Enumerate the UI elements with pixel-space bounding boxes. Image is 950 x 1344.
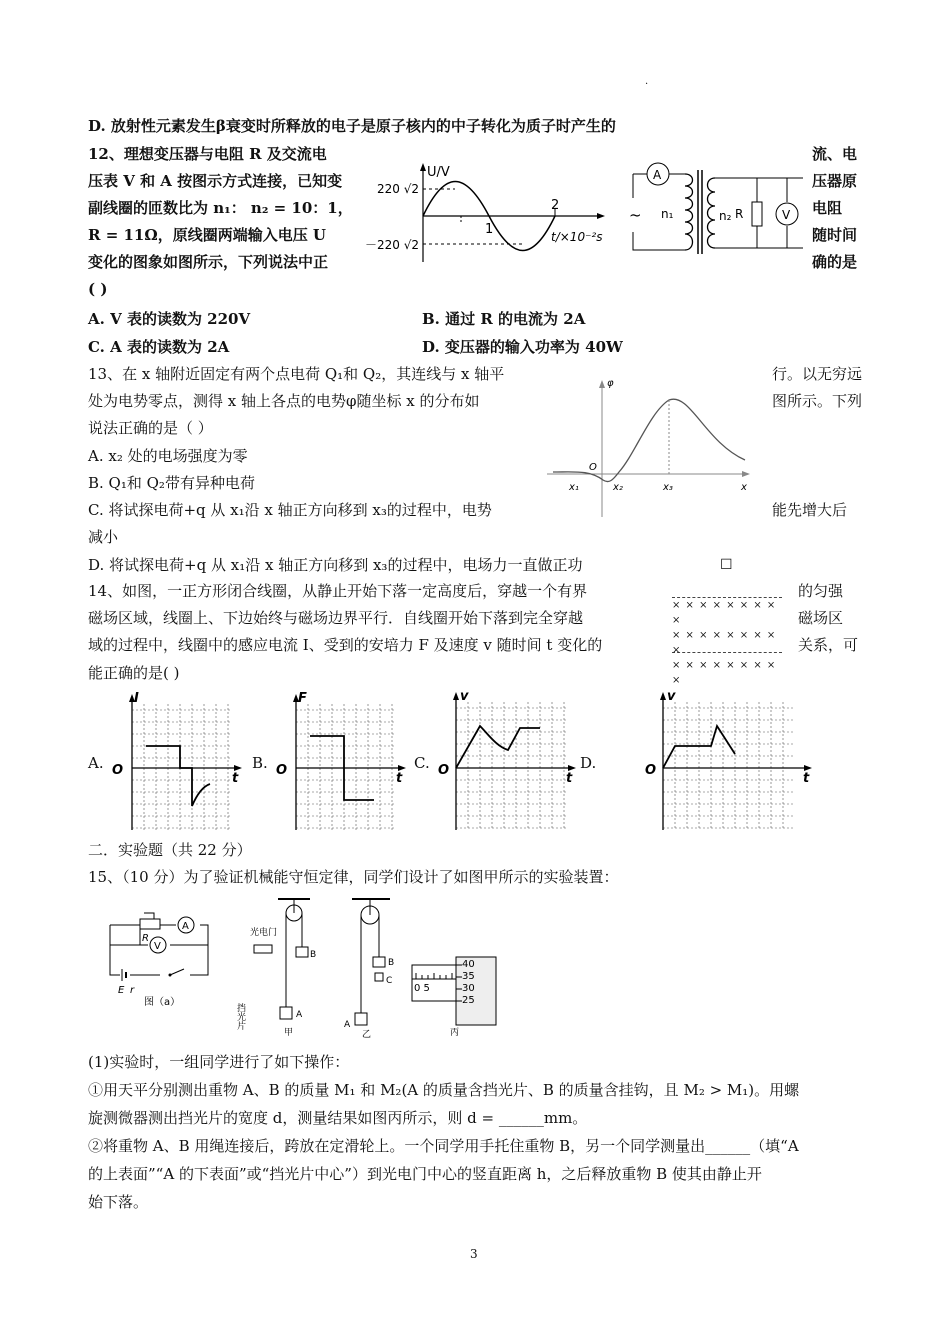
q13-line1-right: 行。以无穷远 <box>772 365 863 383</box>
y-arrow <box>420 163 426 171</box>
q14-graph-b <box>274 690 406 832</box>
field-row: × × × × × × × × × <box>672 600 777 626</box>
neg-peak-label: －220 √2 <box>365 238 420 252</box>
circuit-a <box>110 913 208 1008</box>
svg-text:A: A <box>182 921 189 932</box>
q14-line3-right: 关系，可 <box>798 636 859 654</box>
x-arrow <box>742 471 750 477</box>
q14-graph-a <box>110 690 242 832</box>
q14-graph-d <box>643 690 815 832</box>
svg-text:0 5: 0 5 <box>414 983 430 994</box>
q15-p5: 的上表面”“A 的下表面”或“挡光片中心”）到光电门中心的竖直距离 h，之后释放重物 B 使其由静止开 <box>88 1165 762 1183</box>
t-label: t <box>232 771 239 786</box>
magnetic-field-region <box>672 597 782 686</box>
svg-text:挡光片: 挡光片 <box>235 1003 245 1030</box>
svg-text:35: 35 <box>462 971 475 982</box>
svg-text:E: E <box>118 985 125 996</box>
svg-text:40: 40 <box>462 959 475 970</box>
origin-label: O <box>112 763 124 778</box>
q13-line1: 13、在 x 轴附近固定有两个点电荷 Q₁和 Q₂，其连线与 x 轴平 <box>88 365 505 383</box>
phi-arrow <box>599 380 605 388</box>
svg-text:甲: 甲 <box>284 1028 294 1038</box>
t-label-1: 1 <box>485 222 494 237</box>
q13-potential-graph <box>545 372 755 520</box>
svg-text:B: B <box>310 950 317 960</box>
svg-text:30: 30 <box>462 983 475 994</box>
resistor <box>752 202 762 226</box>
n1-label: n₁ <box>661 207 674 221</box>
t-label: t <box>396 771 403 786</box>
field-row: × × × × × × × × × <box>672 630 777 656</box>
origin-label: O <box>645 763 657 778</box>
q15-p2: ①用天平分别测出重物 A、B 的质量 M₁ 和 M₂(A 的质量含挡光片、B 的质量含挂钩，且 M₂ > M₁)。用螺 <box>88 1081 800 1099</box>
q13-option-c-right: 能先增大后 <box>772 501 848 519</box>
q12-option-d: D. 变压器的输入功率为 40W <box>422 338 623 356</box>
grid <box>132 704 232 830</box>
q15-line1: 15、（10 分）为了验证机械能守恒定律，同学们设计了如图甲所示的实验装置： <box>88 868 619 886</box>
secondary-coil <box>708 178 716 248</box>
grid <box>296 704 396 830</box>
apparatus-yi <box>344 899 394 1040</box>
ammeter-label: A <box>653 168 662 182</box>
svg-text:丙: 丙 <box>450 1028 460 1038</box>
q14-line2-right: 磁场区 <box>798 609 844 627</box>
q14-line1-right: 的匀强 <box>798 582 844 600</box>
ac-source-icon: ~ <box>629 206 642 224</box>
x1-label: x₁ <box>569 482 579 493</box>
n2-label: n₂ <box>719 209 732 223</box>
field-row: × × × × × × × × × <box>672 660 777 686</box>
q15-p3: 旋测微器测出挡光片的宽度 d，测量结果如图丙所示，则 d = ______mm。 <box>88 1109 588 1127</box>
q12-line4-right: 随时间 <box>812 226 858 244</box>
voltmeter-label: V <box>782 208 791 222</box>
origin-label: O <box>276 763 288 778</box>
q14-option-c-label: C. <box>414 754 430 772</box>
q12-option-a: A. V 表的读数为 220V <box>88 310 251 328</box>
q12-line5-right: 确的是 <box>812 253 858 271</box>
q12-line1-right: 流、电 <box>812 145 858 163</box>
t-label: t <box>566 771 573 786</box>
resistor-label: R <box>735 207 744 221</box>
q13-option-c: C. 将试探电荷+q 从 x₁沿 x 轴正方向移到 x₃的过程中，电势 <box>88 501 492 519</box>
q15-p6: 始下落。 <box>88 1193 149 1211</box>
grid <box>663 702 793 830</box>
q13-option-d: D. 将试探电荷+q 从 x₁沿 x 轴正方向移到 x₃的过程中，电场力一直做正功 <box>88 556 583 574</box>
checkbox-icon: ☐ <box>720 557 733 573</box>
q13-line2: 处为电势零点，测得 x 轴上各点的电势φ随坐标 x 的分布如 <box>88 392 480 410</box>
q15-p4: ②将重物 A、B 用绳连接后，跨放在定滑轮上。一个同学用手托住重物 B，另一个同学测量出______（填“A <box>88 1137 799 1155</box>
q14-graph-c <box>436 690 578 832</box>
xlabel: t/×10⁻²s <box>551 230 603 244</box>
origin-label: O <box>438 763 450 778</box>
q14-option-b-label: B. <box>252 754 268 772</box>
y-label: v <box>460 690 469 704</box>
ylabel: U/V <box>427 165 450 180</box>
q12-line2: 压表 V 和 A 按图示方式连接，已知变 <box>88 172 343 190</box>
page-number: 3 <box>470 1247 478 1261</box>
x-arrow <box>597 213 605 219</box>
svg-text:光电门: 光电门 <box>250 928 278 938</box>
q12-line5: 变化的图象如图所示，下列说法中正 <box>88 253 329 271</box>
q11-option-d: D. 放射性元素发生β衰变时所释放的电子是原子核内的中子转化为质子时产生的 <box>88 117 616 135</box>
q12-line1: 12、理想变压器与电阻 R 及交流电 <box>88 145 327 163</box>
q13-option-c-cont: 减小 <box>88 528 119 546</box>
svg-text:25: 25 <box>462 995 475 1006</box>
q12-line3-right: 电阻 <box>812 199 843 217</box>
t-label-2: 2 <box>551 198 560 213</box>
grid <box>456 702 568 830</box>
svg-text:A: A <box>296 1010 303 1020</box>
svg-text:C: C <box>386 976 393 986</box>
x-label: x <box>741 482 747 493</box>
potential-curve <box>553 399 745 481</box>
q14-line1: 14、如图，一正方形闭合线圈，从静止开始下落一定高度后，穿越一个有界 <box>88 582 588 600</box>
x3-label: x₃ <box>663 482 673 493</box>
svg-text:R: R <box>142 933 149 944</box>
current-curve <box>146 746 210 806</box>
q14-line2: 磁场区域，线圈上、下边始终与磁场边界平行．自线圈开始下落到完全穿越 <box>88 609 584 627</box>
q14-line3: 域的过程中，线圈中的感应电流 I、受到的安培力 F 及速度 v 随时间 t 变化的 <box>88 636 603 654</box>
q12-voltage-graph <box>365 160 615 270</box>
q12-line2-right: 压器原 <box>812 172 858 190</box>
q13-line3: 说法正确的是（ ） <box>88 419 213 437</box>
q14-option-a-label: A. <box>88 754 104 772</box>
y-label: F <box>298 691 307 706</box>
t-label: t <box>803 771 810 786</box>
svg-text:图（a）: 图（a） <box>144 997 181 1008</box>
phi-label: φ <box>607 378 614 389</box>
q14-line4: 能正确的是( ) <box>88 664 180 682</box>
svg-text:r: r <box>130 985 135 996</box>
q12-line6: ( ) <box>88 280 108 298</box>
pos-peak-label: 220 √2 <box>377 182 419 196</box>
section-heading: 二．实验题（共 22 分） <box>88 841 252 859</box>
svg-text:V: V <box>154 941 161 952</box>
origin-label: O <box>589 462 597 473</box>
x2-label: x₂ <box>613 482 623 493</box>
q13-option-a: A. x₂ 处的电场强度为零 <box>88 447 248 465</box>
q13-line2-right: 图所示。下列 <box>772 392 863 410</box>
q12-option-c: C. A 表的读数为 2A <box>88 338 230 356</box>
y-label: v <box>667 690 676 704</box>
q12-circuit <box>625 158 810 258</box>
micrometer-bing <box>412 957 496 1038</box>
svg-text:A: A <box>344 1020 351 1030</box>
q14-option-d-label: D. <box>580 754 597 772</box>
apparatus-jia <box>235 899 316 1038</box>
top-dot: . <box>645 76 649 87</box>
q15-figures <box>100 895 500 1040</box>
primary-coil <box>685 174 693 250</box>
q12-option-b: B. 通过 R 的电流为 2A <box>422 310 586 328</box>
svg-text:B: B <box>388 958 395 968</box>
q12-line4: R = 11Ω，原线圈两端输入电压 U <box>88 226 327 244</box>
q15-p1: (1)实验时，一组同学进行了如下操作： <box>88 1053 350 1071</box>
q13-option-b: B. Q₁和 Q₂带有异种电荷 <box>88 474 255 492</box>
y-label: I <box>134 691 139 706</box>
svg-text:乙: 乙 <box>362 1030 372 1040</box>
q12-line3: 副线圈的匝数比为 n₁： n₂ = 10：1， <box>88 199 353 217</box>
